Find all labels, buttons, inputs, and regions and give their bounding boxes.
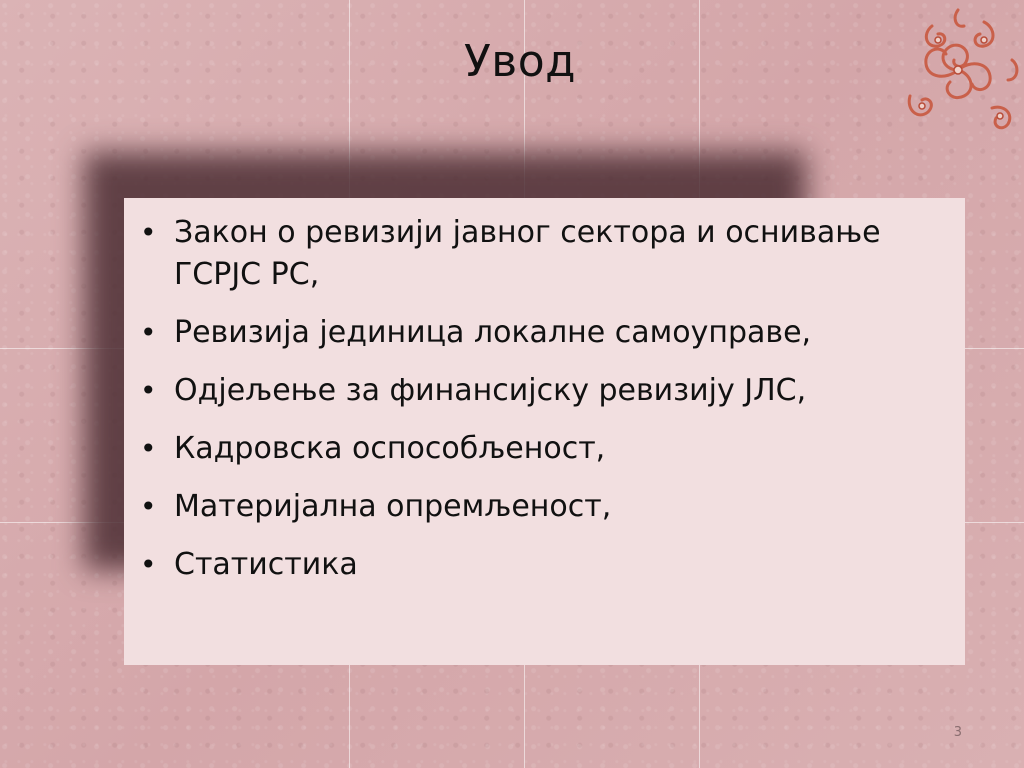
page-number: 3 [953,725,962,740]
bullet-text: Кадровска оспособљеност, [174,431,606,466]
bullet-item [136,486,956,528]
bullet-item [136,370,956,412]
bullet-dot: • [140,490,157,523]
bullet-list [136,212,956,602]
bullet-dot: • [140,374,157,407]
bullet-text: Одјељење за финансијску ревизију ЈЛС, [174,373,807,408]
bullet-text: Закон о ревизији јавног сектора и оснивање ГСРЈС РС, [174,215,881,292]
bullet-dot: • [140,216,157,249]
bullet-text: Материјална опремљеност, [174,489,612,524]
bullet-item [136,312,956,354]
swirl-ornament-icon [892,0,1024,140]
bullet-dot: • [140,316,157,349]
bullet-item [136,428,956,470]
content-box [124,198,965,665]
bullet-text: Статистика [174,547,358,582]
slide-title: Увод [463,36,577,87]
bullet-text: Ревизија јединица локалне самоуправе, [174,315,812,350]
bullet-item [136,544,956,586]
bullet-dot: • [140,432,157,465]
bullet-item [136,212,956,296]
bullet-dot: • [140,548,157,581]
